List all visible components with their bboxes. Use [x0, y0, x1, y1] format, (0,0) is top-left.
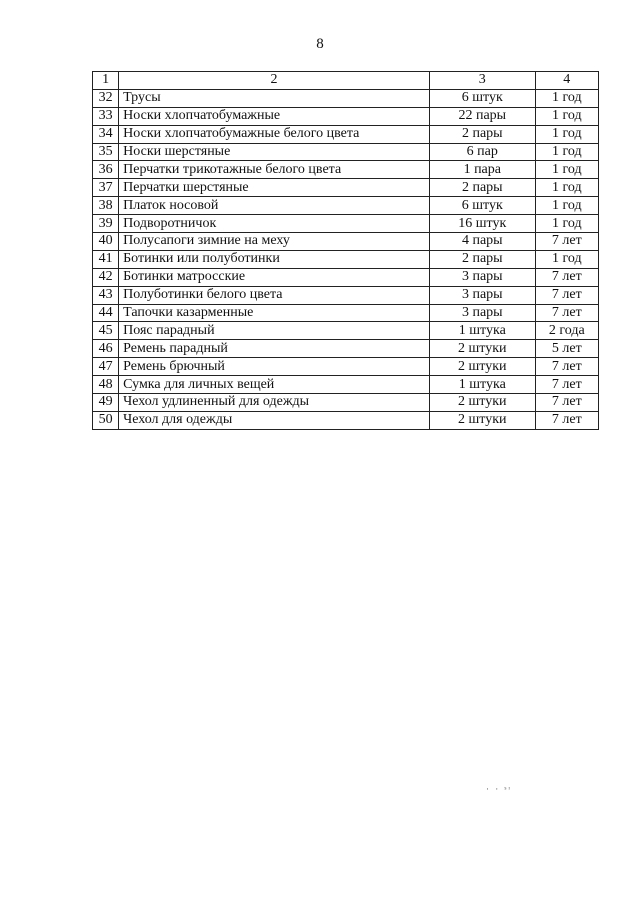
- row-number-cell: 34: [93, 125, 119, 143]
- row-number-cell: 47: [93, 358, 119, 376]
- quantity-cell: 2 штуки: [429, 340, 535, 358]
- row-number-cell: 43: [93, 286, 119, 304]
- scan-artifact: · · ˢᶦ: [486, 784, 512, 794]
- row-number-cell: 40: [93, 233, 119, 251]
- quantity-cell: 2 штуки: [429, 394, 535, 412]
- quantity-cell: 2 штуки: [429, 411, 535, 429]
- row-number-cell: 37: [93, 179, 119, 197]
- table-row: [93, 286, 599, 304]
- header-col-1: 1: [93, 72, 119, 90]
- row-number-cell: 42: [93, 268, 119, 286]
- wear-term-cell: 1 год: [535, 107, 598, 125]
- wear-term-cell: 1 год: [535, 179, 598, 197]
- table-row: [93, 411, 599, 429]
- page-number: 8: [316, 36, 324, 52]
- row-number-cell: 41: [93, 250, 119, 268]
- item-name-cell: Сумка для личных вещей: [119, 376, 430, 394]
- row-number-cell: 38: [93, 197, 119, 215]
- quantity-cell: 22 пары: [429, 107, 535, 125]
- row-number-cell: 33: [93, 107, 119, 125]
- quantity-cell: 1 штука: [429, 322, 535, 340]
- row-number-cell: 50: [93, 411, 119, 429]
- table-row: [93, 89, 599, 107]
- table-row: [93, 179, 599, 197]
- header-col-3: 3: [429, 72, 535, 90]
- table-header-row: [93, 72, 599, 90]
- wear-term-cell: 7 лет: [535, 358, 598, 376]
- row-number-cell: 39: [93, 215, 119, 233]
- wear-term-cell: 1 год: [535, 89, 598, 107]
- wear-term-cell: 7 лет: [535, 268, 598, 286]
- quantity-cell: 3 пары: [429, 286, 535, 304]
- quantity-cell: 2 пары: [429, 250, 535, 268]
- item-name-cell: Тапочки казарменные: [119, 304, 430, 322]
- item-name-cell: Чехол для одежды: [119, 411, 430, 429]
- item-name-cell: Подворотничок: [119, 215, 430, 233]
- quantity-cell: 1 штука: [429, 376, 535, 394]
- item-name-cell: Носки хлопчатобумажные: [119, 107, 430, 125]
- quantity-cell: 1 пара: [429, 161, 535, 179]
- wear-term-cell: 1 год: [535, 125, 598, 143]
- table-row: [93, 215, 599, 233]
- wear-term-cell: 7 лет: [535, 233, 598, 251]
- wear-term-cell: 1 год: [535, 215, 598, 233]
- item-name-cell: Чехол удлиненный для одежды: [119, 394, 430, 412]
- wear-term-cell: 2 года: [535, 322, 598, 340]
- row-number-cell: 45: [93, 322, 119, 340]
- quantity-cell: 3 пары: [429, 304, 535, 322]
- row-number-cell: 48: [93, 376, 119, 394]
- quantity-cell: 6 штук: [429, 197, 535, 215]
- header-col-4: 4: [535, 72, 598, 90]
- item-name-cell: Ботинки матросские: [119, 268, 430, 286]
- wear-term-cell: 1 год: [535, 250, 598, 268]
- table-row: [93, 322, 599, 340]
- row-number-cell: 44: [93, 304, 119, 322]
- table-row: [93, 376, 599, 394]
- row-number-cell: 36: [93, 161, 119, 179]
- item-name-cell: Полуботинки белого цвета: [119, 286, 430, 304]
- item-name-cell: Перчатки трикотажные белого цвета: [119, 161, 430, 179]
- wear-term-cell: 1 год: [535, 143, 598, 161]
- item-name-cell: Носки шерстяные: [119, 143, 430, 161]
- quantity-cell: 6 пар: [429, 143, 535, 161]
- table-row: [93, 197, 599, 215]
- table-row: [93, 304, 599, 322]
- wear-term-cell: 7 лет: [535, 304, 598, 322]
- item-name-cell: Ремень парадный: [119, 340, 430, 358]
- table-row: [93, 161, 599, 179]
- item-name-cell: Пояс парадный: [119, 322, 430, 340]
- item-name-cell: Носки хлопчатобумажные белого цвета: [119, 125, 430, 143]
- item-name-cell: Платок носовой: [119, 197, 430, 215]
- wear-term-cell: 5 лет: [535, 340, 598, 358]
- table-row: [93, 125, 599, 143]
- row-number-cell: 49: [93, 394, 119, 412]
- row-number-cell: 46: [93, 340, 119, 358]
- quantity-cell: 3 пары: [429, 268, 535, 286]
- table-row: [93, 340, 599, 358]
- quantity-cell: 4 пары: [429, 233, 535, 251]
- table-row: [93, 250, 599, 268]
- row-number-cell: 35: [93, 143, 119, 161]
- row-number-cell: 32: [93, 89, 119, 107]
- quantity-cell: 6 штук: [429, 89, 535, 107]
- item-name-cell: Ремень брючный: [119, 358, 430, 376]
- quantity-cell: 2 пары: [429, 125, 535, 143]
- wear-term-cell: 7 лет: [535, 394, 598, 412]
- clothing-norms-table: [92, 71, 599, 430]
- wear-term-cell: 7 лет: [535, 411, 598, 429]
- table-body: [93, 72, 599, 430]
- quantity-cell: 2 штуки: [429, 358, 535, 376]
- quantity-cell: 2 пары: [429, 179, 535, 197]
- table-row: [93, 358, 599, 376]
- table-row: [93, 233, 599, 251]
- table-row: [93, 143, 599, 161]
- quantity-cell: 16 штук: [429, 215, 535, 233]
- wear-term-cell: 1 год: [535, 161, 598, 179]
- table-row: [93, 268, 599, 286]
- item-name-cell: Перчатки шерстяные: [119, 179, 430, 197]
- wear-term-cell: 7 лет: [535, 376, 598, 394]
- table-row: [93, 107, 599, 125]
- wear-term-cell: 7 лет: [535, 286, 598, 304]
- wear-term-cell: 1 год: [535, 197, 598, 215]
- item-name-cell: Ботинки или полуботинки: [119, 250, 430, 268]
- item-name-cell: Трусы: [119, 89, 430, 107]
- item-name-cell: Полусапоги зимние на меху: [119, 233, 430, 251]
- header-col-2: 2: [119, 72, 430, 90]
- table-row: [93, 394, 599, 412]
